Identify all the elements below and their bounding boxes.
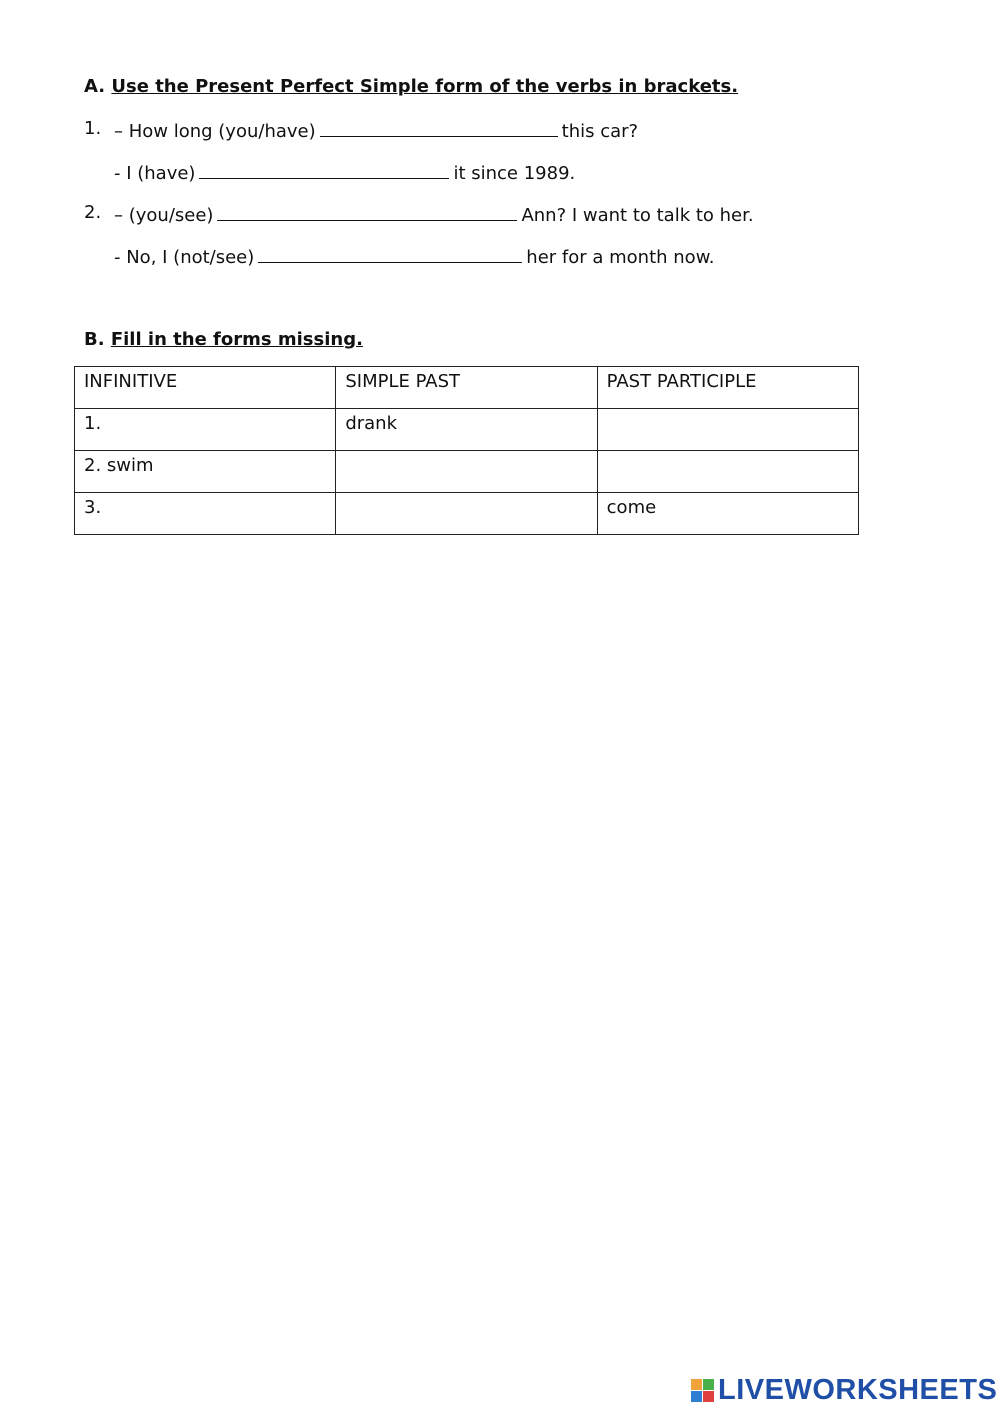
item-1-answer-suffix: it since 1989. <box>453 163 576 184</box>
table-header-row <box>75 367 859 409</box>
table-cell: 2. swim <box>75 451 336 493</box>
logo-text: LIVEWORKSHEETS <box>718 1374 998 1406</box>
item-2-question-prefix: – (you/see) <box>114 205 214 226</box>
item-1-answer-blank[interactable] <box>199 160 449 179</box>
item-2-question-suffix: Ann? I want to talk to her. <box>521 205 754 226</box>
header-past-participle: PAST PARTICIPLE <box>597 367 858 409</box>
liveworksheets-logo <box>691 1374 997 1407</box>
table-row <box>75 409 859 451</box>
answer-cell[interactable] <box>336 493 597 535</box>
item-2-answer-prefix: - No, I (not/see) <box>114 247 255 268</box>
answer-cell[interactable] <box>597 451 858 493</box>
table-cell: 3. <box>75 493 336 535</box>
table-cell: come <box>597 493 858 535</box>
logo-square <box>691 1379 702 1390</box>
table-row <box>75 493 859 535</box>
header-simple-past: SIMPLE PAST <box>336 367 597 409</box>
item-2-question-blank[interactable] <box>217 202 517 221</box>
item-1-question-blank[interactable] <box>320 118 558 137</box>
section-b-letter: B. <box>84 329 105 350</box>
item-2-number: 2. <box>84 202 102 223</box>
table-cell: drank <box>336 409 597 451</box>
logo-square <box>703 1391 714 1402</box>
item-2-answer-blank[interactable] <box>258 244 522 263</box>
table-row <box>75 451 859 493</box>
liveworksheets-logo-icon <box>691 1379 714 1402</box>
logo-square <box>691 1391 702 1402</box>
item-1-number: 1. <box>84 118 102 139</box>
table-cell: 1. <box>75 409 336 451</box>
logo-square <box>703 1379 714 1390</box>
section-a-title: Use the Present Perfect Simple form of the verbs in brackets. <box>111 76 739 97</box>
answer-cell[interactable] <box>597 409 858 451</box>
answer-cell[interactable] <box>336 451 597 493</box>
section-a-heading <box>84 76 738 97</box>
item-1-answer <box>114 160 575 184</box>
section-b-heading <box>84 329 363 350</box>
item-1-question-prefix: – How long (you/have) <box>114 121 316 142</box>
item-2-answer <box>114 244 714 268</box>
item-2-answer-suffix: her for a month now. <box>526 247 715 268</box>
verb-forms-table <box>74 366 859 535</box>
header-infinitive: INFINITIVE <box>75 367 336 409</box>
section-b-title: Fill in the forms missing. <box>110 329 363 350</box>
item-1-question-suffix: this car? <box>561 121 639 142</box>
section-a-letter: A. <box>84 76 106 97</box>
item-1-answer-prefix: - I (have) <box>114 163 196 184</box>
